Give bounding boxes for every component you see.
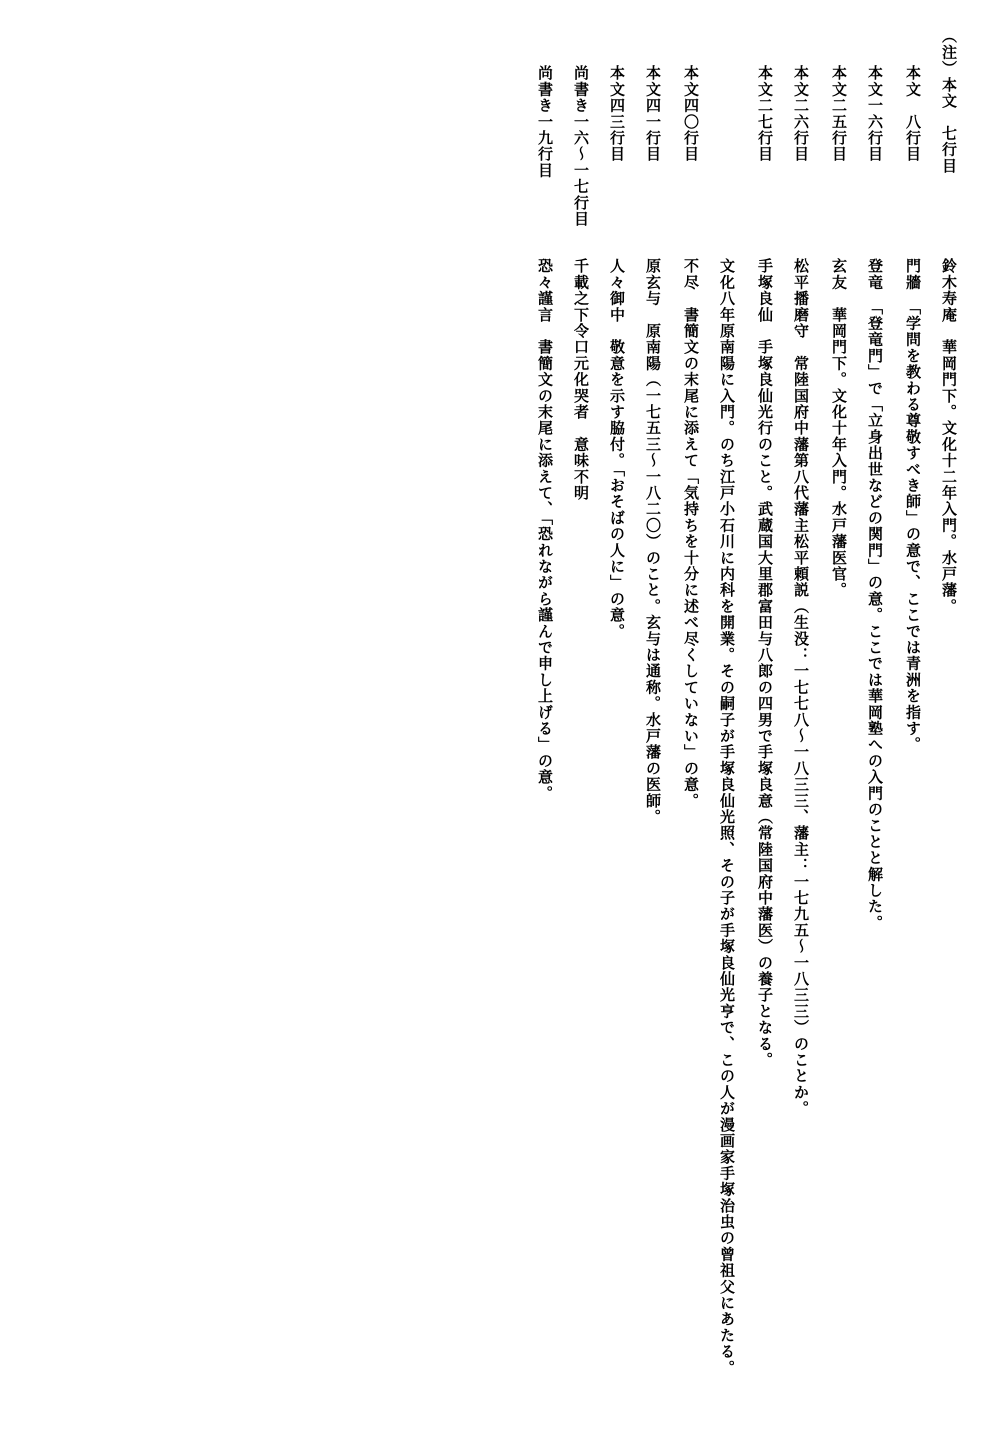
note-text-12: 恐々謹言 書簡文の末尾に添えて、「恐れながら謹んで申し上げる」の意。 [536,258,554,802]
note-ref-11: 尚書き一九行目 [536,65,554,179]
note-ref-5: 本文二七行目 [756,65,774,163]
note-text-2: 門牆 「学問を教わる尊敬すべき師」の意で、ここでは青洲を指す。 [904,258,922,753]
note-ref-4: 本文二六行目 [792,65,810,163]
note-text-4: 玄友 華岡門下。文化十年入門。水戸藩医官。 [830,258,848,599]
note-ref-9: 本文四三行目 [608,65,626,163]
note-ref-2: 本文一六行目 [866,65,884,163]
note-ref-10: 尚書き一六～一七行目 [572,65,590,227]
note-text-9: 原玄与 原南陽（一七五三～一八二〇）のこと。玄与は通称。水戸藩の医師。 [644,258,662,825]
note-ref-1: 本文 八行目 [904,65,922,163]
note-text-10: 人々御中 敬意を示す脇付。「おそばの人に」の意。 [608,258,626,640]
note-text-8: 不尽 書簡文の末尾に添えて「気持ちを十分に述べ尽くしていない」の意。 [682,258,700,809]
note-ref-3: 本文二五行目 [830,65,848,163]
note-text-5: 松平播磨守 常陸国府中藩第八代藩主松平頼説（生没：一七七八～一八三三、藩主：一七九五～一八三三）のことか。 [792,258,810,1117]
notes-heading: （注）本文 七行目 [940,28,958,174]
note-ref-8: 本文四一行目 [644,65,662,163]
note-ref-7: 本文四〇行目 [682,65,700,163]
note-text-6: 手塚良仙 手塚良仙光行のこと。武蔵国大里郡富田与八郎の四男で手塚良意（常陸国府中藩医）の養子となる。 [756,258,774,1068]
note-text-1: 鈴木寿庵 華岡門下。文化十二年入門。水戸藩。 [940,258,958,615]
note-text-3: 登竜 「登竜門」で「立身出世などの関門」の意。ここでは華岡塾への入門のことと解した。 [866,258,884,931]
note-text-11: 千載之下令口元化哭者 意味不明 [572,258,590,501]
note-text-7: 文化八年原南陽に入門。のち江戸小石川に内科を開業。その嗣子が手塚良仙光照、その子が手塚良仙光亨で、この人が漫画家手塚治虫の曾祖父にあたる。 [718,258,736,1376]
